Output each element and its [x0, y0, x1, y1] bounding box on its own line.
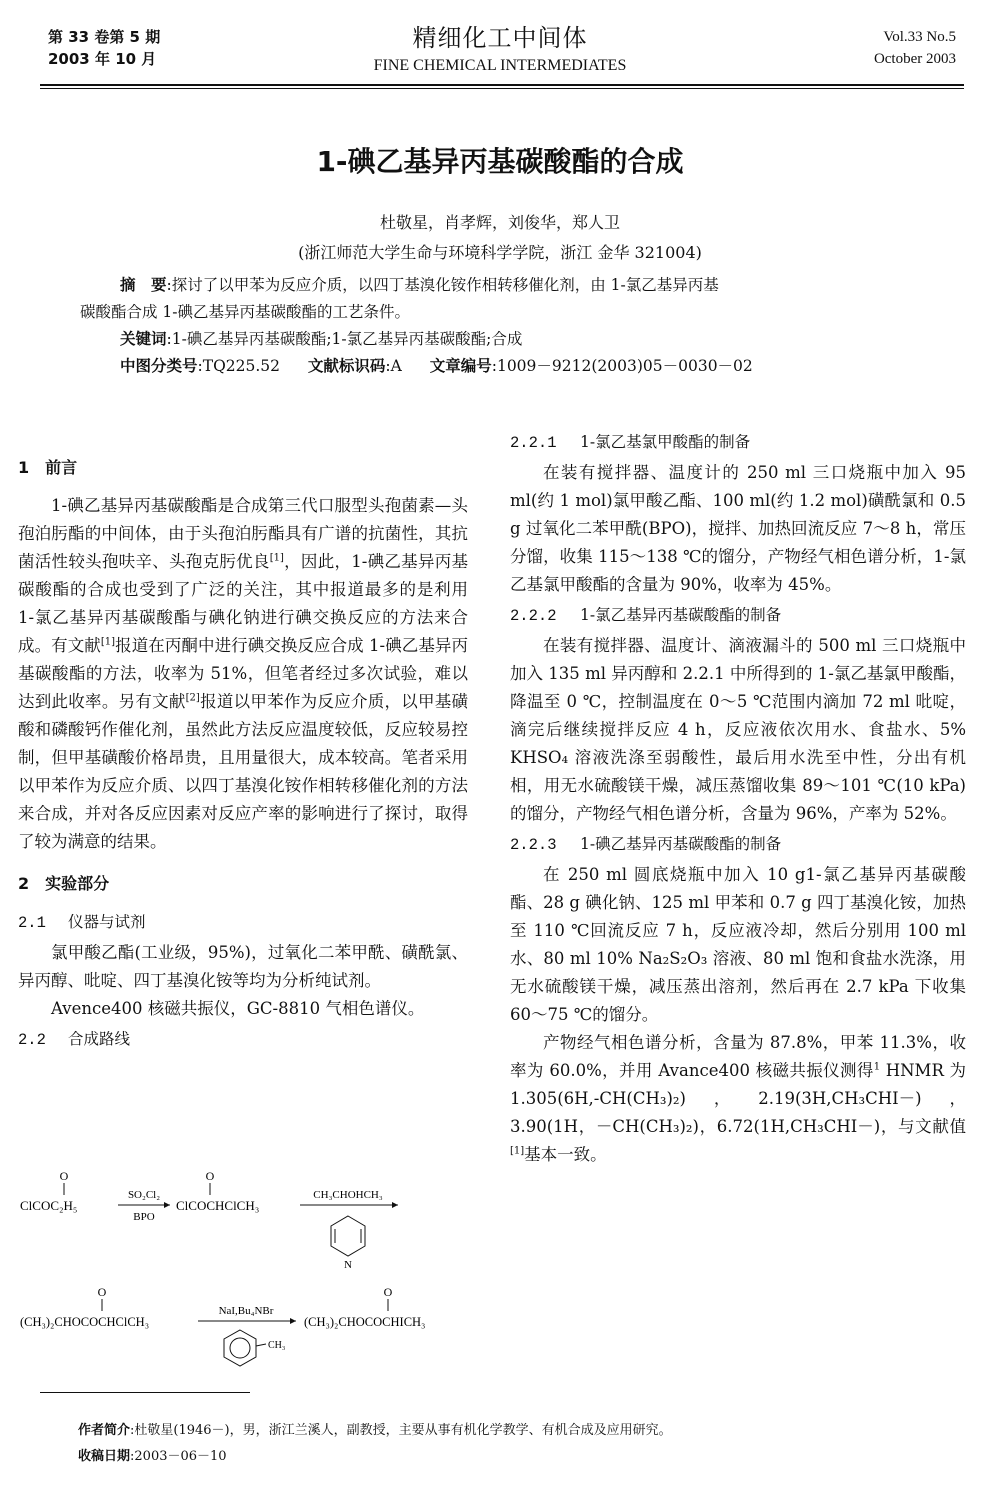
citation[interactable]: [2]: [185, 692, 200, 704]
journal-title-en: FINE CHEMICAL INTERMEDIATES: [373, 57, 627, 74]
reagent-1-top: SO₂Cl₂: [127, 1189, 161, 1201]
intro-text-c: 报道在丙酮中进行碘交换反应合成 1-碘乙基异丙基碳酸酯的方法，收率为 51%，但笔者经过多次试验，难以达到此收率。另有文献: [18, 636, 468, 711]
product: (CH₃)₂CHOCOCHICH₃: [304, 1315, 426, 1329]
procedure-1-paragraph: 在装有搅拌器、温度计的 250 ml 三口烧瓶中加入 95 ml(约 1 mol)氯甲酸乙酯、100 ml(约 1.2 mol)磺酰氯和 0.5 g 过氧化二苯甲酰(BPO)，搅拌、加热回流反应 7～8 h，常压分馏，收集 115～138 ℃的馏分，产物经气相色谱分析，1-氯乙基氯甲酸酯的含量为 90%，收率为 45%。: [510, 463, 966, 594]
carbonyl-o: O: [59, 1169, 69, 1183]
journal-title: [300, 18, 700, 75]
arrow-2-head: [392, 1202, 398, 1208]
aromatic-circle: [230, 1338, 250, 1358]
right-column: [510, 426, 966, 1169]
abstract-text-1: :探讨了以甲苯为反应介质，以四丁基溴化铵作相转移催化剂，由 1-氯乙基异丙基: [166, 276, 719, 294]
isotope-superscript: 1: [873, 1061, 881, 1073]
toluene-ring-icon: [224, 1330, 256, 1366]
volume-en: Vol.33 No.5: [883, 29, 956, 45]
author-bio: [78, 1418, 672, 1444]
issue-info-en: [874, 26, 956, 70]
issue-info-cn: [48, 26, 160, 70]
reagents-paragraph: 氯甲酸乙酯(工业级，95%)，过氧化二苯甲酰、磺酰氯、异丙醇、吡啶、四丁基溴化铵等均为分析纯试剂。: [18, 943, 468, 990]
received-value: :2003－06－10: [130, 1449, 227, 1464]
abstract-line-2: 碳酸酯合成 1-碘乙基异丙基碳酸酯的工艺条件。: [80, 303, 411, 321]
arrow-1-head: [164, 1202, 170, 1208]
section-title: 1-氯乙基异丙基碳酸酯的制备: [580, 606, 782, 624]
carbonyl-o: O: [383, 1285, 393, 1299]
analysis-paragraph: [510, 1029, 966, 1169]
classification-line: [80, 353, 920, 380]
citation[interactable]: [1]: [269, 552, 284, 564]
section-2-2-3-heading: [510, 830, 966, 859]
keywords-label: 关键词: [120, 330, 167, 348]
reactant-1: ClCOC₂H₅: [20, 1198, 78, 1213]
section-2-2-heading: [18, 1025, 468, 1054]
header-rule-thin: [40, 88, 964, 89]
keywords-text: :1-碘乙基异丙基碳酸酯;1-氯乙基异丙基碳酸酯;合成: [166, 330, 523, 348]
section-number: 2.2: [18, 1031, 46, 1049]
left-column: [18, 440, 468, 1056]
article-no-value: :1009－9212(2003)05－0030－02: [491, 357, 753, 375]
doc-label: 文献标识码: [307, 357, 386, 375]
intro-text-a: 1-碘乙基异丙基碳酸酯是合成第三代口服型头孢菌素—头孢泊肟酯的中间体，由于头孢泊肟酯具有广谱的抗菌性，其抗菌活性较头孢呋辛、头孢克肟优良: [18, 496, 468, 571]
instruments-paragraph: Avence400 核磁共振仪，GC-8810 气相色谱仪。: [51, 999, 425, 1018]
procedure-2-paragraph: 在装有搅拌器、温度计、滴液漏斗的 500 ml 三口烧瓶中加入 135 ml 异丙醇和 2.2.1 中所得到的 1-氯乙基氯甲酸酯，降温至 0 ℃，控制温度在 0～5 ℃范围内滴加 72 ml 吡啶，滴完后继续搅拌反应 4 h，反应液依次用水、食盐水、5% KHSO₄ 溶液洗涤至弱酸性，最后用水洗至中性，分出有机相，用无水硫酸镁干燥，减压蒸馏收集 89～101 ℃(10 kPa)的馏分，产物经气相色谱分析，含量为 96%，产率为 52%。: [510, 636, 966, 823]
section-number: 2.1: [18, 914, 46, 932]
reaction-scheme-svg: [18, 1168, 478, 1378]
article-no-label: 文章编号: [429, 357, 492, 375]
cls-value: :TQ225.52: [197, 357, 281, 375]
section-title: 1-氯乙基氯甲酸酯的制备: [580, 433, 751, 451]
section-2-1-heading: [18, 908, 468, 937]
section-number: 2.2.2: [510, 607, 557, 625]
intro-text-b: ，因此，1-碘乙基异丙基碳酸酯的合成也受到了广泛的关注，其中报道最多的是利用 1-氯乙基异丙基碳酸酯与碘化钠进行碘交换反应的方法来合成。有文献: [18, 552, 468, 655]
intro-paragraph: [18, 492, 468, 856]
date-en: October 2003: [873, 51, 956, 67]
section-title: 合成路线: [68, 1030, 131, 1048]
section-title: 仪器与试剂: [68, 913, 146, 931]
abstract-label: 摘 要: [120, 276, 167, 294]
section-title: 1-碘乙基异丙基碳酸酯的制备: [580, 835, 782, 853]
abstract-block: [80, 272, 920, 380]
doc-value: :A: [385, 357, 402, 375]
intro-text-d: 报道以甲苯作为反应介质，以甲基磺酸和磷酸钙作催化剂，虽然此方法反应温度较低，反应较易控制，但甲基磺酸价格昂贵，且用量很大，成本较高。笔者采用以甲苯作为反应介质、以四丁基溴化铵作相转移催化剂的方法来合成，并对各反应因素对反应产率的影响进行了探讨，取得了较为满意的结果。: [18, 692, 469, 851]
abstract-line-1: [80, 272, 920, 299]
header-rule-thick: [40, 84, 964, 86]
section-number: 2.2.3: [510, 836, 557, 854]
procedure-3-paragraph: 在 250 ml 圆底烧瓶中加入 10 g1-氯乙基异丙基碳酸酯、28 g 碘化钠、125 ml 甲苯和 0.7 g 四丁基溴化铵，加热至 110 ℃回流反应 7 h，反应液冷却，然后分别用 100 ml 水、80 ml 10% Na₂S₂O₃ 溶液、80 ml 饱和食盐水洗涤，用无水硫酸镁干燥，减压蒸出溶剂，然后再在 2.7 kPa 下收集 60～75 ℃的馏分。: [510, 865, 966, 1024]
bio-text: :杜敬星(1946－)，男，浙江兰溪人，副教授，主要从事有机化学教学、有机合成及应用研究。: [130, 1423, 672, 1438]
reagent-3-top: NaI,Bu₄NBr: [218, 1305, 274, 1317]
intermediate-2: (CH₃)₂CHOCOCHClCH₃: [20, 1315, 150, 1329]
affiliation: (浙江师范大学生命与环境科学学院，浙江 金华 321004): [298, 243, 702, 262]
date-cn: 2003 年 10 月: [48, 50, 157, 68]
authors: 杜敬星，肖孝辉，刘俊华，郑人卫: [379, 213, 620, 232]
methyl-bond: [256, 1344, 266, 1346]
section-1-heading: 1 前言: [18, 458, 78, 477]
received-label: 收稿日期: [78, 1449, 131, 1464]
arrow-3-head: [290, 1318, 296, 1324]
carbonyl-o: O: [97, 1285, 107, 1299]
carbonyl-o: O: [205, 1169, 215, 1183]
article-title: 1-碘乙基异丙基碳酸酯的合成: [316, 145, 684, 178]
citation[interactable]: [1]: [510, 1145, 525, 1157]
pyridine-ring-icon: [331, 1216, 365, 1256]
section-2-2-2-heading: [510, 601, 966, 630]
reagent-1-bottom: BPO: [133, 1211, 155, 1223]
reagent-2-top: CH₃CHOHCH₃: [313, 1189, 383, 1201]
journal-title-cn: 精细化工中间体: [412, 24, 588, 52]
received-date: [78, 1444, 672, 1470]
analysis-text-a: 产物经气相色谱分析，含量为 87.8%，甲苯 11.3%，收率为 60.0%，并用 Avance400 核磁共振仪测得: [510, 1033, 966, 1080]
analysis-text-c: 基本一致。: [524, 1145, 607, 1164]
section-2-2-1-heading: [510, 428, 966, 457]
citation[interactable]: [1]: [100, 636, 116, 648]
reaction-scheme: [18, 1168, 478, 1378]
volume-cn: 第 33 卷第 5 期: [48, 28, 161, 46]
cls-label: 中图分类号: [120, 357, 198, 375]
footnote: [78, 1418, 672, 1470]
analysis-text-b: HNMR 为 1.305(6H,-CH(CH₃)₂)，2.19(3H,CH₃CHI－)，3.90(1H，－CH(CH₃)₂)，6.72(1H,CH₃CHI－)，与文献值: [510, 1061, 966, 1136]
intermediate-1: ClCOCHClCH₃: [176, 1198, 260, 1213]
bio-label: 作者简介: [78, 1423, 131, 1438]
footnote-rule: [40, 1392, 250, 1393]
section-2-heading: 2 实验部分: [18, 874, 110, 893]
pyridine-n: N: [344, 1259, 352, 1271]
keywords: [80, 326, 920, 353]
section-number: 2.2.1: [510, 434, 557, 452]
toluene-methyl: CH₃: [268, 1340, 286, 1351]
